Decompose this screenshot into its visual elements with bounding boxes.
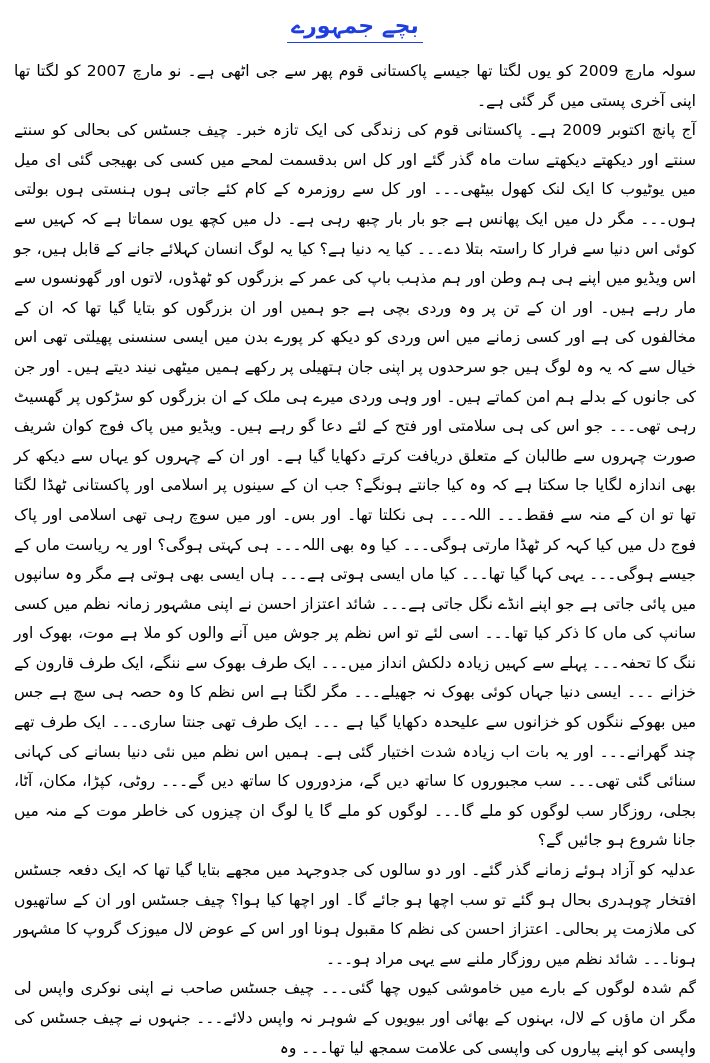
paragraph-2: آج پانچ اکتوبر 2009 ہے۔ پاکستانی قوم کی زندگی کی ایک تازہ خبر۔ چیف جسٹس کی بحالی کو سنتے سنتے اور دیکھتے دیکھتے سات ماہ گذر گئے اور کل اس بدقسمت لمحے میں کسی کی بھیجی گئی ای میل میں یوٹیوب کا ایک لنک کھول بیٹھی۔۔۔ اور کل سے روزمرہ کے کام کئے جاتی ہوں ہنستی ہوں بولتی ہوں۔۔۔ مگر دل میں ایک پھانس ہے جو بار بار چبھ رہی ہے۔ دل میں کچھ یوں سماتا ہے کہ کہیں سے کوئی اس دنیا سے فرار کا راستہ بتلا دے۔۔۔ کیا یہ دنیا ہے؟ کیا یہ لوگ انسان کہلائے جانے کے قابل ہیں، جو اس ویڈیو میں اپنے ہی ہم وطن اور ہم مذہب باپ کی عمر کے بزرگوں کو ٹھڈوں، لاتوں اور گھونسوں سے مار رہے ہیں۔ اور ان کے تن پر وہ وردی بچی ہے جو ہمیں اور ان بزرگوں کو بتایا گیا تھا کہ ان کے مخالفوں کی ہے اور کسی زمانے میں اس وردی کو دیکھ کر پورے بدن میں ایسی سنسنی پھیلتی تھی اس خیال سے کہ یہ وہ لوگ ہیں جو سرحدوں پر اپنی جان ہتھیلی پر رکھے ہمیں میٹھی نیند دیتے ہیں۔ اور جن کی جانوں کے بدلے ہم امن کماتے ہیں۔ اور وہی وردی میرے ہی ملک کے ان بزرگوں کو سڑکوں پر گھسیٹ رہی تھی۔۔۔ جو اس کی ہی سلامتی اور فتح کے لئے دعا گو رہے ہیں۔ ویڈیو میں پاک فوج کوان شریف صورت چہروں سے طالبان کے متعلق دریافت کرتے دکھایا گیا ہے۔ اور ان کے چہروں کو یہاں سے دیکھ کر بھی اندازہ لگایا جا سکتا ہے کہ وہ کیا جانتے ہونگے؟ جب ان کے سینوں پر اسلامی اور پاکستانی ٹھڈا لگتا تھا تو ان کے منہ سے فقط۔۔۔ اللہ۔۔۔ ہی نکلتا تھا۔ اور بس۔ اور میں سوچ رہی تھی اسلامی اور پاک فوج دل میں کیا کہہ کر ٹھڈا مارتی ہوگی۔۔۔ کیا وہ بھی اللہ۔۔۔ ہی کہتی ہوگی؟ اور یہ ریاست ماں کے جیسے ہوگی۔۔۔ یہی کہا گیا تھا۔۔۔ کیا ماں ایسی ہوتی ہے۔۔۔ ہاں ایسی بھی ہوتی ہے مگر وہ سانپوں میں پائی جاتی ہے جو اپنے انڈے نگل جاتی ہے۔۔۔ شائد اعتزاز احسن نے اپنی مشہور زمانہ نظم میں کسی سانپ کی ماں کا ذکر کیا تھا۔۔۔ اسی لئے تو اس نظم پر جوش میں آنے والوں کو ملا ہے موت، بھوک اور ننگ کا تحفہ۔۔۔ پہلے سے کہیں زیادہ دلکش انداز میں۔۔۔ ایک طرف بھوک سے ننگے، ایک طرف قارون کے خزانے ۔۔۔ ایسی دنیا جہاں کوئی بھوک نہ جھیلے۔۔۔ مگر لگتا ہے اس نظم کا وہ حصہ ہی سچ ہے جس میں بھوکے ننگوں کو خزانوں سے علیحدہ دکھایا گیا ہے ۔۔۔ ایک طرف تھی جنتا ساری۔۔۔ ایک طرف تھے چند گھرانے۔۔۔ اور یہ بات اب زیادہ شدت اختیار گئی ہے۔ ہمیں اس نظم میں نئی دنیا بسانے کی کہانی سنائی گئی تھی۔۔۔ سب مجبوروں کا ساتھ دیں گے، مزدوروں کا ساتھ دیں گے۔۔۔ روٹی، کپڑا، مکان، آٹا، بجلی، روزگار سب لوگوں کو ملے گا۔۔۔ لوگوں کو ملے گا یا لوگ ان چیزوں کی خاطر موت کے منہ میں جانا شروع ہو جائیں گے؟ [14, 121, 696, 850]
article-body [14, 57, 696, 1063]
title-wrap [14, 12, 696, 43]
paragraph-3: عدلیہ کو آزاد ہوئے زمانے گذر گئے۔ اور دو سالوں کی جدوجہد میں مجھے بتایا گیا تھا کہ ایک دفعہ جسٹس افتخار چوہدری بحال ہو گئے تو سب اچھا ہو جائے گا۔ اور اچھا کیا ہوا؟ چیف جسٹس اور ان کے ساتھیوں کی ملازمت پر بحالی۔ اعتزاز احسن کی نظم کا مقبول ہونا اور اس کے عوض لال میوزک گروپ کا مشہور ہونا۔۔۔ شائد نظم میں روزگار ملنے سے یہی مراد ہو۔۔۔ [14, 861, 696, 968]
article-title: بچے جمہورے [287, 12, 423, 43]
paragraph-1: سولہ مارچ 2009 کو یوں لگتا تھا جیسے پاکستانی قوم پھر سے جی اٹھی ہے۔ نو مارچ 2007 کو لگتا تھا اپنی آخری پستی میں گر گئی ہے۔ [14, 62, 697, 110]
paragraph-4: گم شدہ لوگوں کے بارے میں خاموشی کیوں چھا گئی۔۔۔ چیف جسٹس صاحب نے اپنی نوکری واپس لی مگر ان ماؤں کے لال، بہنوں کے بھائی اور بیویوں کے شوہر نہ واپس دلائے۔۔۔ جنہوں نے چیف جسٹس کی واپسی کو اپنے پیاروں کی واپسی کی علامت سمجھ لیا تھا۔۔۔ وہ [14, 979, 696, 1057]
